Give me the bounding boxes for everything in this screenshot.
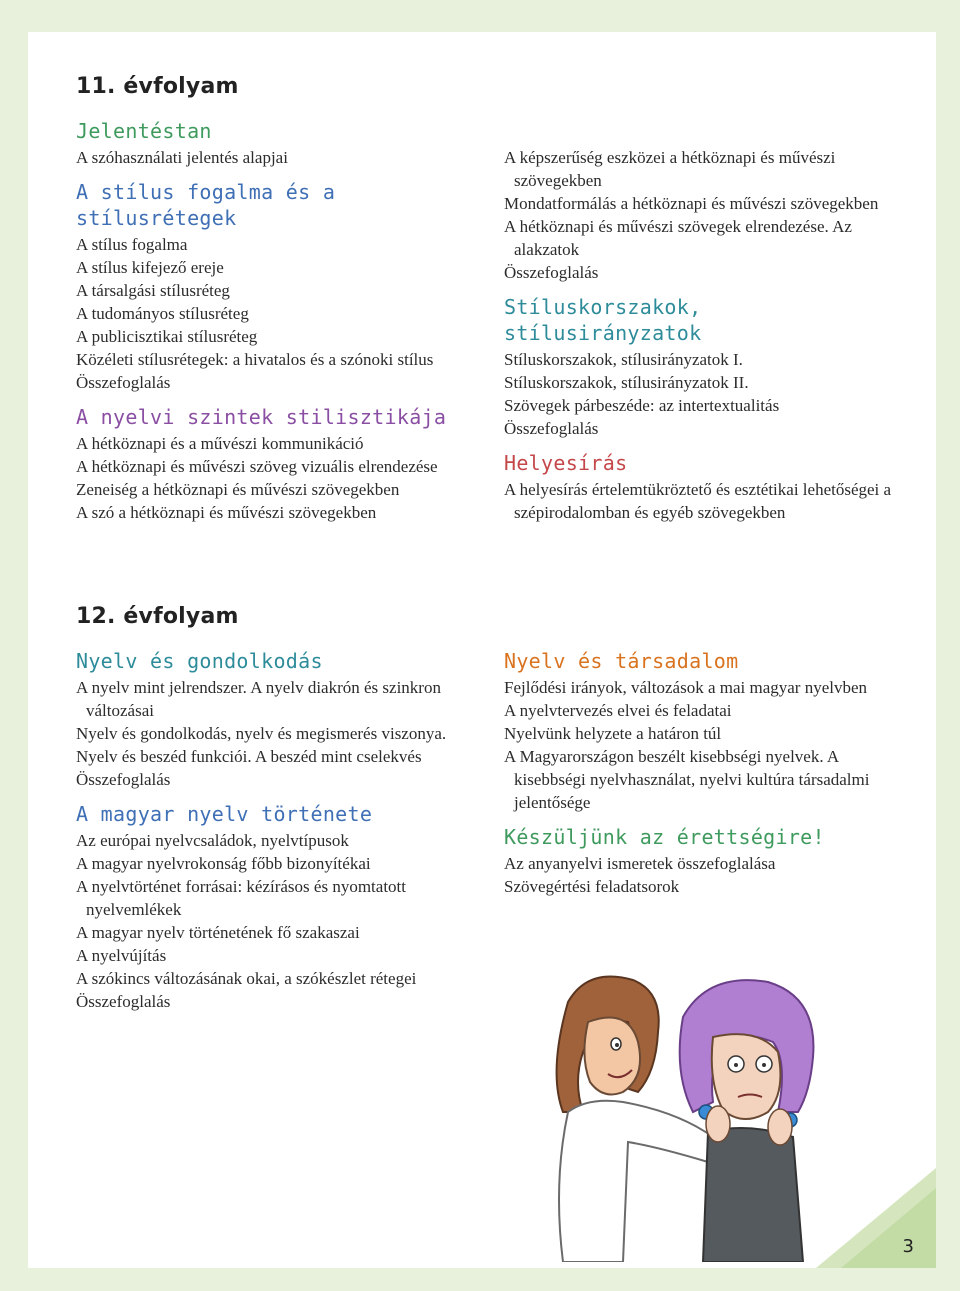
grade-11-left-column: [76, 118, 486, 524]
list-item: A szó a hétköznapi és művészi szövegekben: [76, 503, 377, 522]
list-item: Stíluskorszakok, stílusirányzatok I.: [504, 350, 743, 369]
grade-12-heading: 12. évfolyam: [76, 604, 239, 629]
two-women-illustration: [528, 962, 828, 1262]
list-item: Stíluskorszakok, stílusirányzatok II.: [504, 373, 749, 392]
page: [28, 32, 936, 1268]
list-item: A nyelvújítás: [76, 946, 167, 965]
list-item: A publicisztikai stílusréteg: [76, 327, 258, 346]
list-item: A stílus fogalma: [76, 235, 188, 254]
list-item: A képszerűség eszközei a hétköznapi és művészi szövegekben: [504, 148, 836, 190]
list-item: A magyar nyelv történetének fő szakaszai: [76, 923, 360, 942]
list-item: Nyelv és gondolkodás, nyelv és megismerés viszonya.: [76, 724, 447, 743]
page-corner-decoration: [816, 1168, 936, 1268]
list-item: Összefoglalás: [504, 263, 599, 282]
list-item: A tudományos stílusréteg: [76, 304, 249, 323]
list-item: Nyelvünk helyzete a határon túl: [504, 724, 722, 743]
list-item: Nyelv és beszéd funkciói. A beszéd mint cselekvés: [76, 747, 422, 766]
list-item: A szóhasználati jelentés alapjai: [76, 148, 288, 167]
section-title: Jelentéstan: [76, 119, 212, 143]
list-item: A nyelvtörténet forrásai: kézírásos és nyomtatott nyelvemlékek: [76, 877, 406, 919]
list-item: A helyesírás értelemtükröztető és esztétikai lehetőségei a szépirodalomban és egyéb szövegekben: [504, 480, 892, 522]
grade-12-right-column: [504, 648, 904, 898]
list-item: A nyelv mint jelrendszer. A nyelv diakrón és szinkron változásai: [76, 678, 441, 720]
list-item: Fejlődési irányok, változások a mai magyar nyelvben: [504, 678, 868, 697]
list-item: A hétköznapi és a művészi kommunikáció: [76, 434, 364, 453]
list-item: Összefoglalás: [76, 770, 171, 789]
list-item: Szövegértési feladatsorok: [504, 877, 680, 896]
grade-11-heading: 11. évfolyam: [76, 74, 239, 99]
list-item: Az anyanyelvi ismeretek összefoglalása: [504, 854, 776, 873]
list-item: A magyar nyelvrokonság főbb bizonyítékai: [76, 854, 371, 873]
list-item: A nyelvtervezés elvei és feladatai: [504, 701, 732, 720]
list-item: Összefoglalás: [504, 419, 599, 438]
list-item: Összefoglalás: [76, 373, 171, 392]
section-title: Nyelv és gondolkodás: [76, 649, 323, 673]
section-title: A nyelvi szintek stilisztikája: [76, 405, 447, 429]
list-item: Közéleti stílusrétegek: a hivatalos és a szónoki stílus: [76, 350, 434, 369]
list-item: Szövegek párbeszéde: az intertextualitás: [504, 396, 780, 415]
list-item: A társalgási stílusréteg: [76, 281, 230, 300]
grade-11-right-column: [504, 146, 904, 524]
list-item: Zeneiség a hétköznapi és művészi szövegekben: [76, 480, 400, 499]
section-title: Helyesírás: [504, 451, 628, 475]
list-item: A Magyarországon beszélt kisebbségi nyelvek. A kisebbségi nyelvhasználat, nyelvi kultúra társadalmi jelentősége: [504, 747, 870, 812]
page-number: 3: [902, 1236, 914, 1257]
section-title: A magyar nyelv története: [76, 802, 373, 826]
section-title: Stíluskorszakok, stílusirányzatok: [504, 295, 702, 345]
grade-12-left-column: [76, 648, 486, 1013]
list-item: A hétköznapi és művészi szöveg vizuális elrendezése: [76, 457, 438, 476]
list-item: A szókincs változásának okai, a szókészlet rétegei: [76, 969, 417, 988]
section-title: Készüljünk az érettségire!: [504, 825, 825, 849]
list-item: A hétköznapi és művészi szövegek elrendezése. Az alakzatok: [504, 217, 852, 259]
list-item: Az európai nyelvcsaládok, nyelvtípusok: [76, 831, 349, 850]
list-item: Mondatformálás a hétköznapi és művészi szövegekben: [504, 194, 879, 213]
list-item: A stílus kifejező ereje: [76, 258, 224, 277]
section-title: A stílus fogalma és a stílusrétegek: [76, 180, 336, 230]
section-title: Nyelv és társadalom: [504, 649, 739, 673]
list-item: Összefoglalás: [76, 992, 171, 1011]
